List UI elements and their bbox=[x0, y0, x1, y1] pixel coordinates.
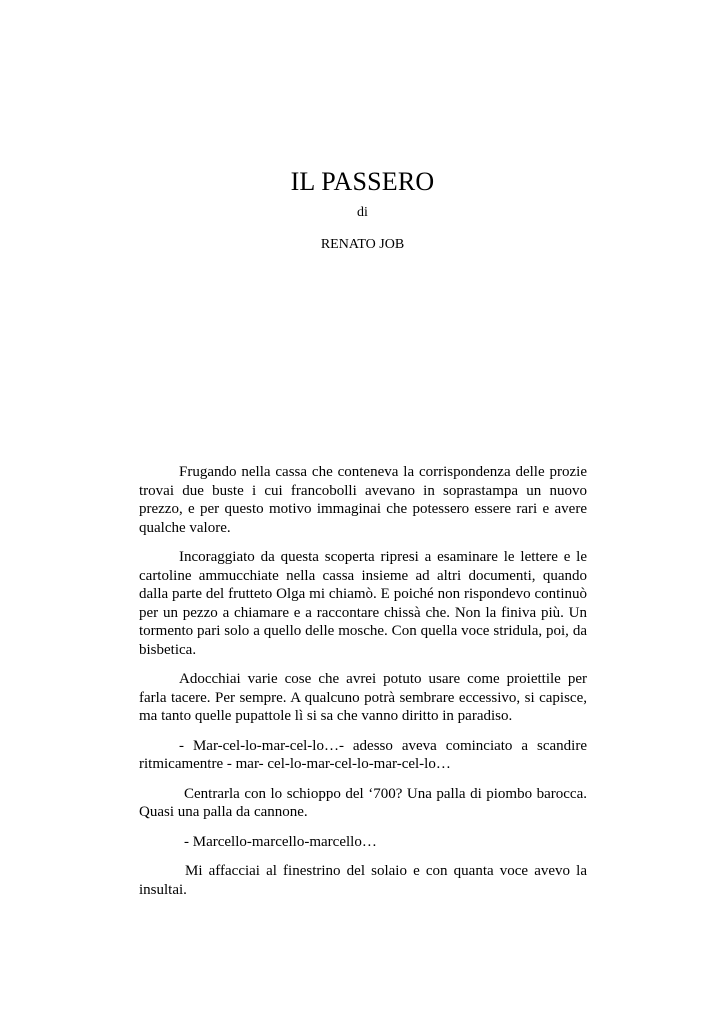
story-body bbox=[139, 463, 587, 910]
paragraph: Mi affacciai al finestrino del solaio e con quanta voce avevo la insultai. bbox=[139, 863, 587, 898]
paragraph: - Mar-cel-lo-mar-cel-lo…- adesso aveva cominciato a scandire ritmicamentre - mar- cel-lo-mar-cel-lo-mar-cel-lo… bbox=[139, 737, 587, 772]
paragraph: Incoraggiato da questa scoperta ripresi a esaminare le lettere e le cartoline ammucchiate nella cassa insieme ad altri documenti, quando dalla parte del frutteto Olga mi chiamò. E poiché non rispondevo continuò per un pezzo a chiamare e a raccontare chissà che. Non la finiva più. Un tormento pari solo a quello delle mosche. Con quella voce stridula, poi, da bisbetica. bbox=[139, 549, 587, 658]
paragraph: Frugando nella cassa che conteneva la corrispondenza delle prozie trovai due buste i cui francobolli avevano in soprastampa un nuovo prezzo, e per questo motivo immaginai che potessero essere rari e avere qualche valore. bbox=[139, 464, 587, 536]
document-title: IL PASSERO bbox=[290, 167, 435, 196]
paragraph: Adocchiai varie cose che avrei potuto usare come proiettile per farla tacere. Per sempre. A qualcuno potrà sembrare eccessivo, si capisce, ma tanto quelle pupattole lì si sa che vanno diritto in paradiso. bbox=[139, 671, 587, 724]
paragraph: - Marcello-marcello-marcello… bbox=[184, 833, 377, 850]
byline: di bbox=[357, 205, 368, 220]
author-name: RENATO JOB bbox=[320, 237, 405, 252]
paragraph: Centrarla con lo schioppo del ‘700? Una palla di piombo barocca. Quasi una palla da cannone. bbox=[139, 785, 587, 820]
